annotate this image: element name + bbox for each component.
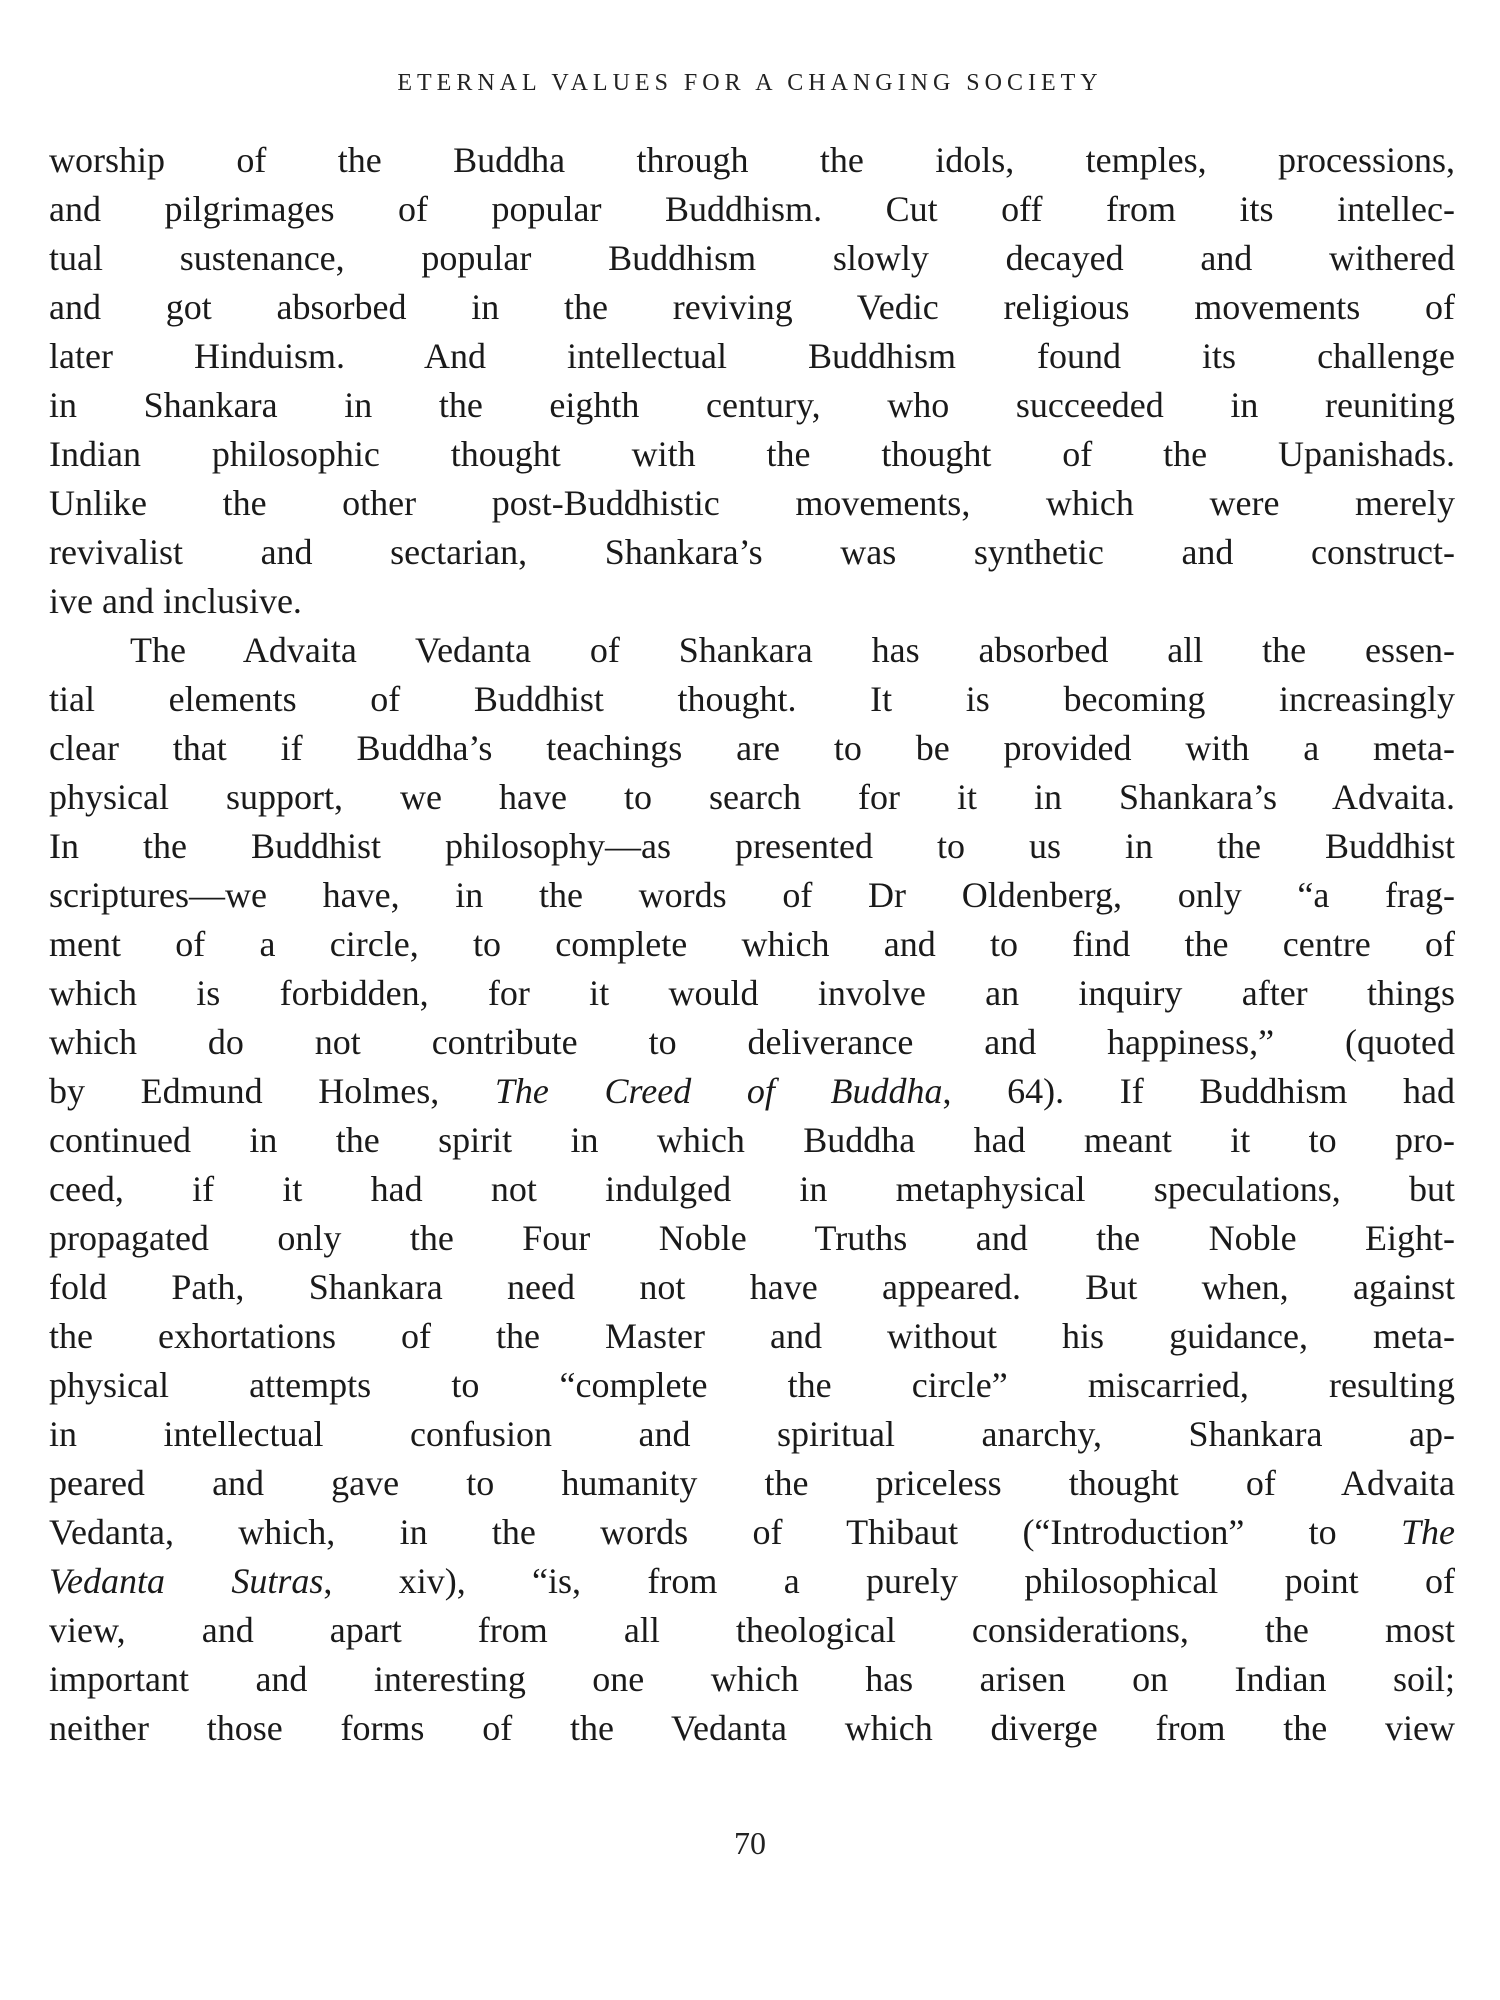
text-line: neither those forms of the Vedanta which diverge from the view: [49, 1708, 1455, 1748]
text-line: view, and apart from all theological considerations, the most: [49, 1610, 1455, 1650]
text-line: Unlike the other post-Buddhistic movements, which were merely: [49, 483, 1455, 523]
text-line: important and interesting one which has arisen on Indian soil;: [49, 1659, 1455, 1699]
text-line: and pilgrimages of popular Buddhism. Cut off from its intellec-: [49, 189, 1455, 229]
text-line: continued in the spirit in which Buddha had meant it to pro-: [49, 1120, 1455, 1160]
text-line: in intellectual confusion and spiritual anarchy, Shankara ap-: [49, 1414, 1455, 1454]
running-head: ETERNAL VALUES FOR A CHANGING SOCIETY: [397, 70, 1103, 96]
text-line: the exhortations of the Master and without his guidance, meta-: [49, 1316, 1455, 1356]
text-line: Vedanta, which, in the words of Thibaut (“Introduction” to The: [49, 1512, 1455, 1552]
text-line: tual sustenance, popular Buddhism slowly decayed and withered: [49, 238, 1455, 278]
text-line: in Shankara in the eighth century, who succeeded in reuniting: [49, 385, 1455, 425]
text-line: The Advaita Vedanta of Shankara has absorbed all the essen-: [130, 630, 1455, 670]
text-line: scriptures—we have, in the words of Dr Oldenberg, only “a frag-: [49, 875, 1455, 915]
text-line: peared and gave to humanity the priceless thought of Advaita: [49, 1463, 1455, 1503]
text-line: ment of a circle, to complete which and to find the centre of: [49, 924, 1455, 964]
text-line: which is forbidden, for it would involve an inquiry after things: [49, 973, 1455, 1013]
text-line: worship of the Buddha through the idols, temples, processions,: [49, 140, 1455, 180]
text-line: revivalist and sectarian, Shankara’s was synthetic and construct-: [49, 532, 1455, 572]
text-line: ceed, if it had not indulged in metaphysical speculations, but: [49, 1169, 1455, 1209]
text-line: propagated only the Four Noble Truths and the Noble Eight-: [49, 1218, 1455, 1258]
text-line: by Edmund Holmes, The Creed of Buddha, 64). If Buddhism had: [49, 1071, 1455, 1111]
text-line: which do not contribute to deliverance and happiness,” (quoted: [49, 1022, 1455, 1062]
page-number: 70: [734, 1825, 766, 1861]
text-line: physical support, we have to search for it in Shankara’s Advaita.: [49, 777, 1455, 817]
text-line: tial elements of Buddhist thought. It is becoming increasingly: [49, 679, 1455, 719]
text-line: Vedanta Sutras, xiv), “is, from a purely philosophical point of: [49, 1561, 1455, 1601]
text-line: clear that if Buddha’s teachings are to be provided with a meta-: [49, 728, 1455, 768]
text-line: In the Buddhist philosophy—as presented to us in the Buddhist: [49, 826, 1455, 866]
text-line: fold Path, Shankara need not have appeared. But when, against: [49, 1267, 1455, 1307]
text-line: Indian philosophic thought with the thought of the Upanishads.: [49, 434, 1455, 474]
text-line: and got absorbed in the reviving Vedic religious movements of: [49, 287, 1455, 327]
body-text: [49, 136, 1455, 1753]
text-line: later Hinduism. And intellectual Buddhism found its challenge: [49, 336, 1455, 376]
text-line: ive and inclusive.: [49, 581, 302, 621]
text-line: physical attempts to “complete the circle” miscarried, resulting: [49, 1365, 1455, 1405]
